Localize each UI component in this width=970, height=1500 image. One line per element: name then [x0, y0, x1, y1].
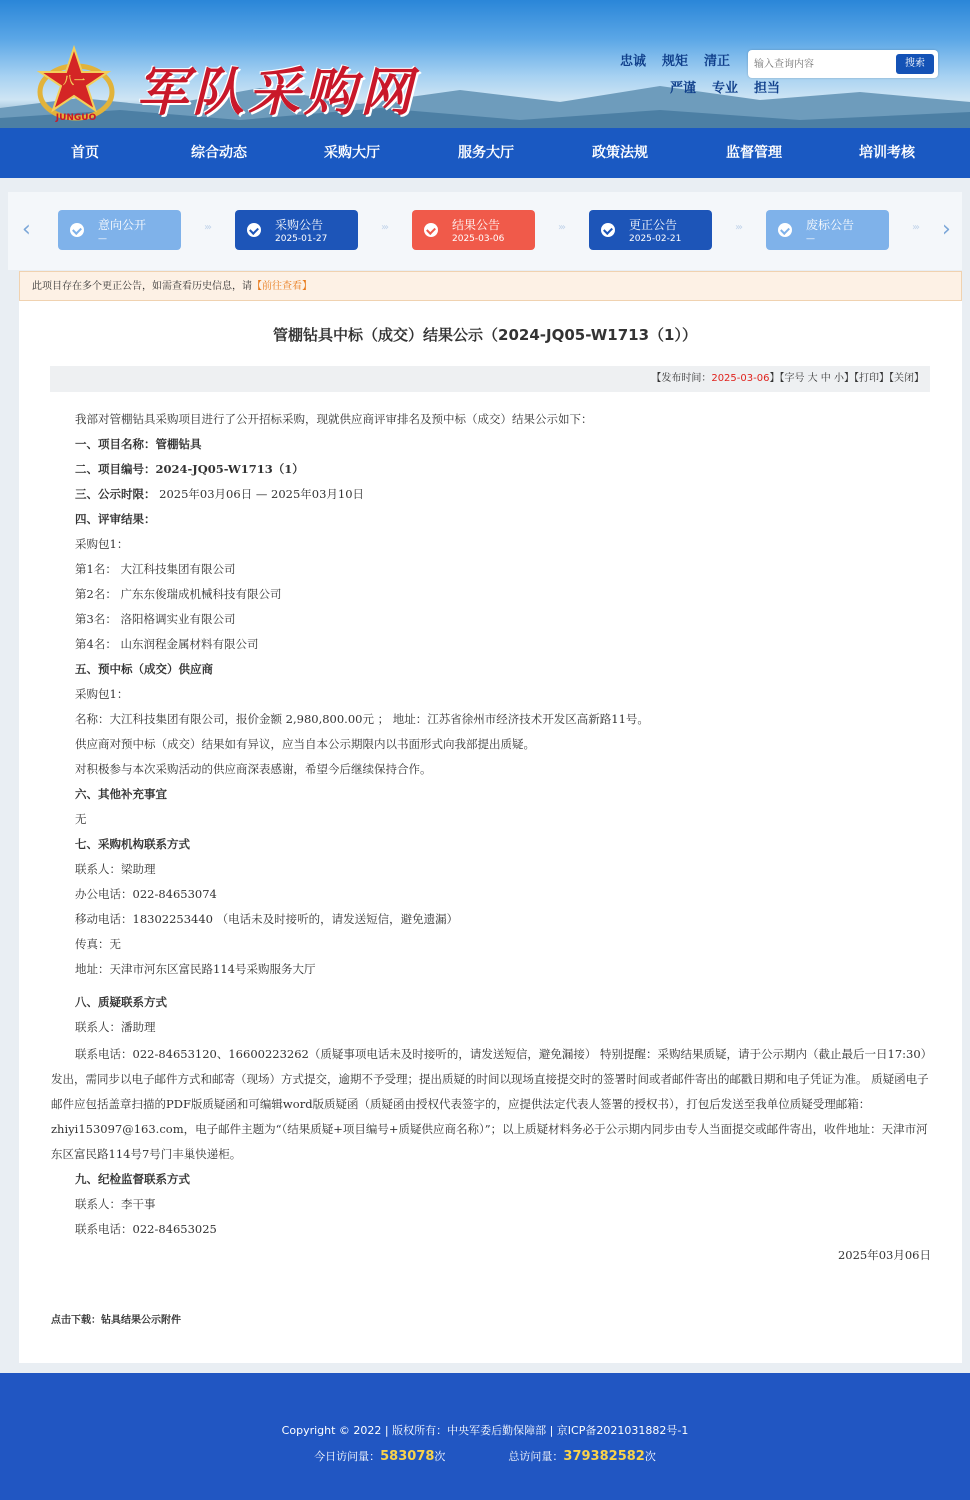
- address: 地址：天津市河东区富民路114号采购服务大厅: [75, 962, 316, 976]
- section-3: 三、公示时限： 2025年03月06日 — 2025年03月10日: [75, 487, 365, 501]
- svg-text:JUNGUO: JUNGUO: [55, 113, 97, 123]
- inspect-phone: 联系电话：022-84653025: [75, 1222, 217, 1236]
- article-title: 管棚钻具中标（成交）结果公示（2024-JQ05-W1713（1））: [273, 326, 697, 344]
- step-label: 更正公告: [629, 218, 678, 232]
- step-date: —: [806, 234, 815, 244]
- rank-3: 第3名： 洛阳格调实业有限公司: [75, 612, 236, 626]
- nav-item[interactable]: 服务大厅: [458, 145, 514, 161]
- section-8: 八、质疑联系方式: [75, 995, 167, 1009]
- step-label: 结果公告: [452, 218, 501, 232]
- package-label: 采购包1：: [75, 537, 129, 551]
- inspect-person: 联系人：李干事: [75, 1197, 156, 1211]
- search-button[interactable]: 搜索: [896, 54, 934, 74]
- rank-4: 第4名： 山东润程金属材料有限公司: [75, 637, 259, 651]
- chevron-right-icon: ›››: [735, 222, 741, 233]
- check-circle-icon: [601, 223, 615, 237]
- chevron-right-icon: ›››: [381, 222, 387, 233]
- total-visits: 379382582: [563, 1449, 645, 1464]
- package-label-2: 采购包1：: [75, 687, 129, 701]
- nav-item[interactable]: 培训考核: [859, 145, 915, 161]
- chevron-right-icon: ›››: [558, 222, 564, 233]
- section-5: 五、预中标（成交）供应商: [75, 662, 213, 676]
- check-circle-icon: [778, 223, 792, 237]
- step-2[interactable]: [235, 210, 358, 250]
- step-label: 采购公告: [275, 218, 324, 232]
- meta-actions[interactable]: 】【字号 大 中 小】【打印】【关闭】: [769, 373, 924, 384]
- check-circle-icon: [247, 223, 261, 237]
- rank-1: 第1名： 大江科技集团有限公司: [75, 562, 236, 576]
- section-4: 四、评审结果：: [75, 512, 156, 526]
- view-history-link[interactable]: 【前往查看】: [252, 281, 312, 292]
- objection-note: 供应商对预中标（成交）结果如有异议，应当自本公示期限内以书面形式向我部提出质疑。: [75, 737, 535, 751]
- svg-text:八一: 八一: [63, 74, 85, 87]
- history-notice: 此项目存在多个更正公告，如需查看历史信息，请【前往查看】: [19, 271, 962, 301]
- section-1: 一、项目名称：管棚钻具: [75, 437, 202, 451]
- check-circle-icon: [70, 223, 84, 237]
- step-date: —: [98, 234, 107, 244]
- nav-item[interactable]: 综合动态: [191, 145, 247, 161]
- site-title: 军队采购网: [136, 62, 417, 123]
- army-star-logo[interactable]: [36, 44, 132, 124]
- step-1[interactable]: [58, 210, 181, 250]
- office-phone: 办公电话：022-84653074: [75, 887, 217, 901]
- chevron-right-icon[interactable]: ›: [942, 217, 951, 242]
- main-nav: [0, 128, 970, 178]
- sign-date: 2025年03月06日: [837, 1248, 931, 1262]
- section-6: 六、其他补充事宜: [75, 787, 167, 801]
- copyright: Copyright © 2022 | 版权所有：中央军委后勤保障部 | 京ICP备2021031882号-1: [281, 1424, 689, 1437]
- motto-item: 清正: [704, 54, 731, 69]
- step-date: 2025-02-21: [629, 234, 682, 244]
- search-input[interactable]: [754, 55, 884, 73]
- chevron-right-icon: ›››: [204, 222, 210, 233]
- query-person: 联系人：潘助理: [75, 1020, 156, 1034]
- site-footer: [0, 1373, 970, 1500]
- motto-item: 专业: [712, 81, 739, 96]
- step-3[interactable]: [412, 210, 535, 250]
- motto-item: 忠诚: [620, 54, 647, 69]
- section-7: 七、采购机构联系方式: [75, 837, 190, 851]
- fax: 传真：无: [75, 937, 121, 951]
- publish-date: 2025-03-06: [711, 373, 770, 384]
- nav-item[interactable]: 政策法规: [592, 145, 648, 161]
- motto-item: 规矩: [662, 54, 689, 69]
- search-box: [748, 50, 938, 78]
- step-label: 意向公开: [98, 218, 147, 232]
- nav-item[interactable]: 监督管理: [726, 145, 782, 161]
- nav-item[interactable]: 首页: [71, 145, 99, 161]
- chevron-right-icon: ›››: [912, 222, 918, 233]
- today-visits: 583078: [380, 1449, 435, 1464]
- supplement-value: 无: [75, 812, 87, 826]
- step-5[interactable]: [766, 210, 889, 250]
- article-meta: 【发布时间：2025-03-06】【字号 大 中 小】【打印】【关闭】: [50, 366, 930, 392]
- query-detail: 联系电话：022-84653120、16600223262（质疑事项电话未及时接听的，请发送短信，避免漏接） 特别提醒：采购结果质疑，请于公示期内（截止最后一日17:30）发出，需同步以电子邮件方式和邮寄（现场）方式提交，逾期不予受理；提出质疑的时间以现场直接提交时的签署时间或者邮件寄出的邮戳日期和电子凭证为准。 质疑函电子邮件应包括盖章扫描的PDF版质疑函和可编辑word版质疑函（质疑函由授权代表签字的，应提供法定代表人签署的授权书），打包后发送至我单位质疑受理邮箱：zhiyi153097@163.com，电子邮件主题为“（结果质疑+项目编号+质疑供应商名称）”；以上质疑材料务必于公示期内同步由专人当面提交或邮件寄出，收件地址：天津市河东区富民路114号7号门丰巢快递柜。: [51, 1047, 929, 1161]
- procurement-steps: [8, 192, 962, 270]
- rank-2: 第2名： 广东东俊瑞成机械科技有限公司: [75, 587, 282, 601]
- contact-person: 联系人：梁助理: [75, 862, 156, 876]
- motto-item: 担当: [754, 81, 781, 96]
- thanks-note: 对积极参与本次采购活动的供应商深表感谢，希望今后继续保持合作。: [75, 762, 432, 776]
- step-label: 废标公告: [806, 218, 855, 232]
- step-date: 2025-03-06: [452, 234, 505, 244]
- visit-stats: 今日访问量：583078次 总访问量：379382582次: [314, 1449, 656, 1464]
- site-header: [0, 0, 970, 128]
- step-date: 2025-01-27: [275, 234, 328, 244]
- nav-item[interactable]: 采购大厅: [324, 145, 380, 161]
- attachment-download-link[interactable]: 点击下载：钻具结果公示附件: [51, 1315, 181, 1326]
- winner-info: 名称：大江科技集团有限公司，报价金额 2,980,800.00元 ； 地址：江苏省徐州市经济技术开发区高新路11号。: [75, 712, 649, 726]
- motto-item: 严谨: [670, 81, 697, 96]
- check-circle-icon: [424, 223, 438, 237]
- intro: 我部对管棚钻具采购项目进行了公开招标采购，现就供应商评审排名及预中标（成交）结果公示如下：: [75, 412, 593, 426]
- section-2: 二、项目编号：2024-JQ05-W1713（1）: [75, 462, 304, 476]
- mobile-phone: 移动电话：18302253440 （电话未及时接听的，请发送短信，避免遗漏）: [75, 912, 459, 926]
- section-9: 九、纪检监督联系方式: [75, 1172, 190, 1186]
- step-4[interactable]: [589, 210, 712, 250]
- chevron-left-icon[interactable]: ‹: [22, 217, 31, 242]
